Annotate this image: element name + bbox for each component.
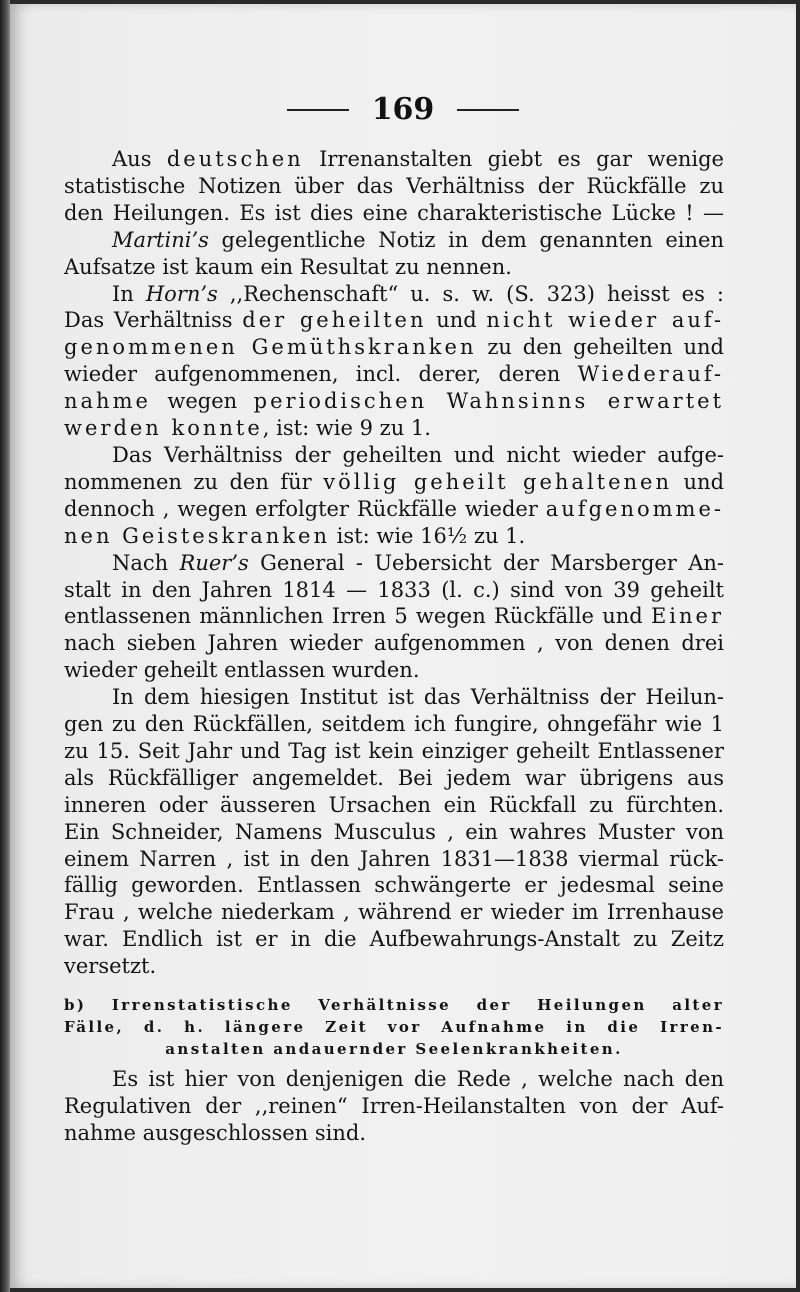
text-line [64,738,724,765]
text-segment: anstalten andauernder Seelenkrankheiten. [165,1040,623,1059]
text-line [64,227,724,254]
text-segment: Ein Schneider, Namens Musculus , ein wahres Muster von [64,819,724,844]
emphasized-text: werden konnte [64,416,263,441]
section-heading [64,994,724,1060]
text-segment: b) Irrenstatistische Verhältnisse der Heilungen alter [64,996,724,1015]
book-spine [0,0,10,1292]
text-segment: zu 15. Seit Jahr und Tag ist kein einziger geheilt Entlassener [64,738,724,763]
text-line [64,657,724,684]
text-line [64,334,724,361]
italic-name: Martini’s [112,227,209,252]
text-segment: war. Endlich ist er in die Aufbewahrungs-Anstalt zu Zeitz [64,927,724,952]
text-line [64,173,724,200]
text-line [64,994,724,1016]
emphasized-text: nicht wieder auf- [486,308,724,333]
text-segment: Aufsatze ist kaum ein Resultat zu nennen. [64,254,512,279]
text-line [64,523,724,550]
emphasized-text: periodischen Wahnsinns erwartet [253,389,724,414]
text-line [64,415,724,442]
emphasized-text: aufgenomme- [545,496,724,521]
text-segment: In [112,281,146,306]
text-segment: dennoch , wegen erfolgter Rückfälle wieder [64,496,546,521]
text-line [64,953,724,980]
text-segment: und [426,308,487,333]
text-line [64,765,724,792]
text-segment: wegen [150,389,254,414]
text-segment: und [672,469,724,494]
text-segment: zu den geheilten und [476,335,724,360]
text-segment: Das Verhältniss [64,308,243,333]
text-segment: Das Verhältniss der geheilten und nicht wieder aufge- [112,442,724,467]
text-segment: nahme ausgeschlossen sind. [64,1120,367,1145]
main-paragraphs [64,146,724,980]
book-page [10,4,796,1288]
text-line [64,1120,724,1147]
text-segment: wieder geheilt entlassen wurden. [64,658,420,683]
text-line [64,388,724,415]
text-line [64,1038,724,1060]
text-line [64,254,724,281]
emphasized-text: nahme [64,389,151,414]
header-rule-left [287,109,349,111]
text-line [64,1066,724,1093]
text-segment: einem Narren , ist in den Jahren 1831—1838 viermal rück- [64,846,724,871]
italic-name: Ruer’s [179,550,249,575]
text-line [64,442,724,469]
emphasized-text: der geheilten [242,308,427,333]
text-line [64,200,724,227]
text-segment: Aus [112,147,167,171]
text-line [64,711,724,738]
text-line [64,819,724,846]
text-line [64,846,724,873]
text-segment: Regulativen der ,,reinen“ Irren-Heilanstalten von der Auf- [64,1094,724,1118]
text-segment: ,,Rechenschaft“ u. s. w. (S. 323) heisst es : [217,281,724,306]
text-line [64,603,724,630]
text-segment: Fälle, d. h. längere Zeit vor Aufnahme in die Irren- [64,1018,724,1037]
text-line [64,469,724,496]
text-segment: statistische Notizen über das Verhältniss der Rückfälle zu [64,173,724,198]
text-line [64,550,724,577]
text-segment: versetzt. [64,954,157,979]
text-segment: nommenen zu den für [64,469,324,494]
emphasized-text: genommenen Gemüthskranken [64,335,477,360]
emphasized-text: deutschen [166,147,304,171]
text-segment: Irrenanstalten giebt es gar wenige [303,147,724,171]
closing-paragraph [64,1066,724,1147]
text-line [64,281,724,308]
text-line [64,307,724,334]
text-segment: stalt in den Jahren 1814 — 1833 (l. c.) sind von 39 geheilt [64,577,724,602]
text-segment: ist: wie 16½ zu 1. [329,523,526,548]
text-segment: , ist: wie 9 zu 1. [262,416,431,441]
text-segment: wieder aufgenommenen, incl. derer, deren [64,362,578,387]
text-line [64,684,724,711]
emphasized-text: Einer [650,604,724,629]
text-segment: nach sieben Jahren wieder aufgenommen , von denen drei [64,631,724,656]
text-segment: gen zu den Rückfällen, seitdem ich fungire, ohngefähr wie 1 [64,712,724,737]
text-line [64,792,724,819]
text-segment: fällig geworden. Entlassen schwängerte er jedesmal seine [64,873,724,898]
text-segment: den Heilungen. Es ist dies eine charakteristische Lücke ! — [64,200,724,225]
text-segment: General - Uebersicht der Marsberger An- [248,550,724,575]
emphasized-text: Wiederauf- [577,362,724,387]
text-segment: Frau , welche niederkam , während er wieder im Irrenhause [64,900,724,925]
text-line [64,872,724,899]
text-line [64,899,724,926]
page-header [10,92,796,132]
emphasized-text: nen Geisteskranken [64,523,330,548]
text-line [64,926,724,953]
text-line [64,146,724,173]
italic-name: Horn’s [145,281,218,306]
text-segment: inneren oder äusseren Ursachen ein Rückfall zu fürchten. [64,792,724,817]
text-line [64,1016,724,1038]
text-segment: gelegentliche Notiz in dem genannten einen [208,227,724,252]
text-line [64,496,724,523]
text-segment: als Rückfälliger angemeldet. Bei jedem war übrigens aus [64,765,724,790]
text-segment: Nach [112,550,180,575]
text-line [64,577,724,604]
page-body [64,146,724,1147]
emphasized-text: völlig geheilt gehaltenen [323,469,673,494]
text-line [64,630,724,657]
text-segment: In dem hiesigen Institut ist das Verhältniss der Heilun- [112,685,724,710]
header-rule-right [457,109,519,111]
page-number: 169 [371,92,435,127]
text-line [64,361,724,388]
text-segment: Es ist hier von denjenigen die Rede , welche nach den [112,1067,724,1092]
text-segment: entlassenen männlichen Irren 5 wegen Rückfälle und [64,604,651,629]
text-line [64,1093,724,1120]
